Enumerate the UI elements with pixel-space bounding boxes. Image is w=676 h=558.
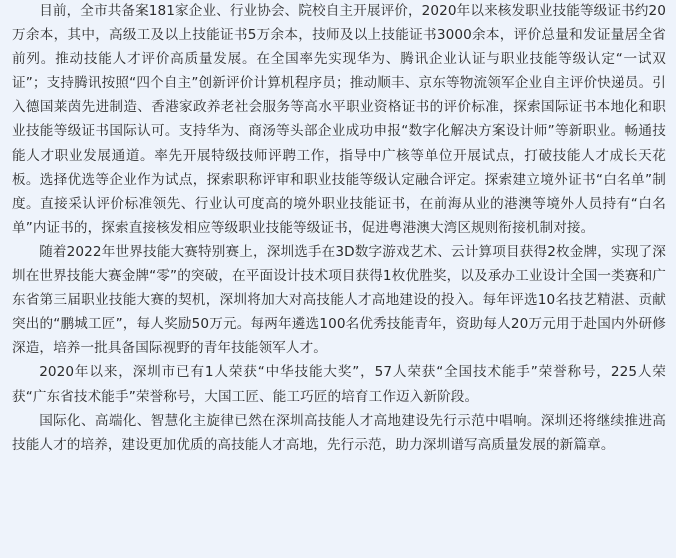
paragraph-evaluation-system: 目前，全市共备案181家企业、行业协会、院校自主开展评价，2020年以来核发职业技能等级证书约20万余本，其中，高级工及以上技能证书5万余本，技师及以上技能证书3000余本，评价总量和发证量居全省前列。推动技能人才评价高质量发展。在全国率先实现华为、腾讯企业认证与职业技能等级认定“一试双证”；支持腾讯按照“四个自主”创新评价计算机程序员；推动顺丰、京东等物流领军企业自主评价快递员。引入德国莱茵先进制造、香港家政养老社会服务等高水平职业资格证书的评价标准，探索国际证书本地化和职业技能等级证书国际认可。支持华为、商汤等头部企业成功申报“数字化解决方案设计师”等新职业。畅通技能人才职业发展通道。率先开展特级技师评聘工作，指导中广核等单位开展试点，打破技能人才成长天花板。选择优选等企业作为试点，探索职称评审和职业技能等级认定融合评定。探索建立境外证书“白名单”制度。直接采认评价标准领先、行业认可度高的境外职业技能证书，在前海从业的港澳等境外人员持有“白名单”内证书的，探索直接核发相应等级职业技能等级证书，促进粤港澳大湾区规则衔接机制对接。	[12, 3, 666, 236]
paragraph-conclusion: 国际化、高端化、智慧化主旋律已然在深圳高技能人才高地建设先行示范中唱响。深圳还将继续推进高技能人才的培养，建设更加优质的高技能人才高地，先行示范，助力深圳谱写高质量发展的新篇章。	[12, 412, 666, 453]
paragraph-honors: 2020年以来，深圳市已有1人荣获“中华技能大奖”，57人荣获“全国技术能手”荣誉称号，225人荣获“广东省技术能手”荣誉称号，大国工匠、能工巧匠的培育工作迈入新阶段。	[12, 364, 666, 405]
paragraph-world-skills: 随着2022年世界技能大赛特别赛上，深圳选手在3D数字游戏艺术、云计算项目获得2枚金牌，实现了深圳在世界技能大赛金牌“零”的突破，在平面设计技术项目获得1枚优胜奖，以及承办工业设计全国一类赛和广东省第三届职业技能大赛的契机，深圳将加大对高技能人才高地建设的投入。每年评选10名技艺精湛、贡献突出的“鹏城工匠”，每人奖励50万元。每两年遴选100名优秀技能青年，资助每人20万元用于赴国内外研修深造，培养一批具备国际视野的青年技能领军人才。	[12, 243, 666, 357]
